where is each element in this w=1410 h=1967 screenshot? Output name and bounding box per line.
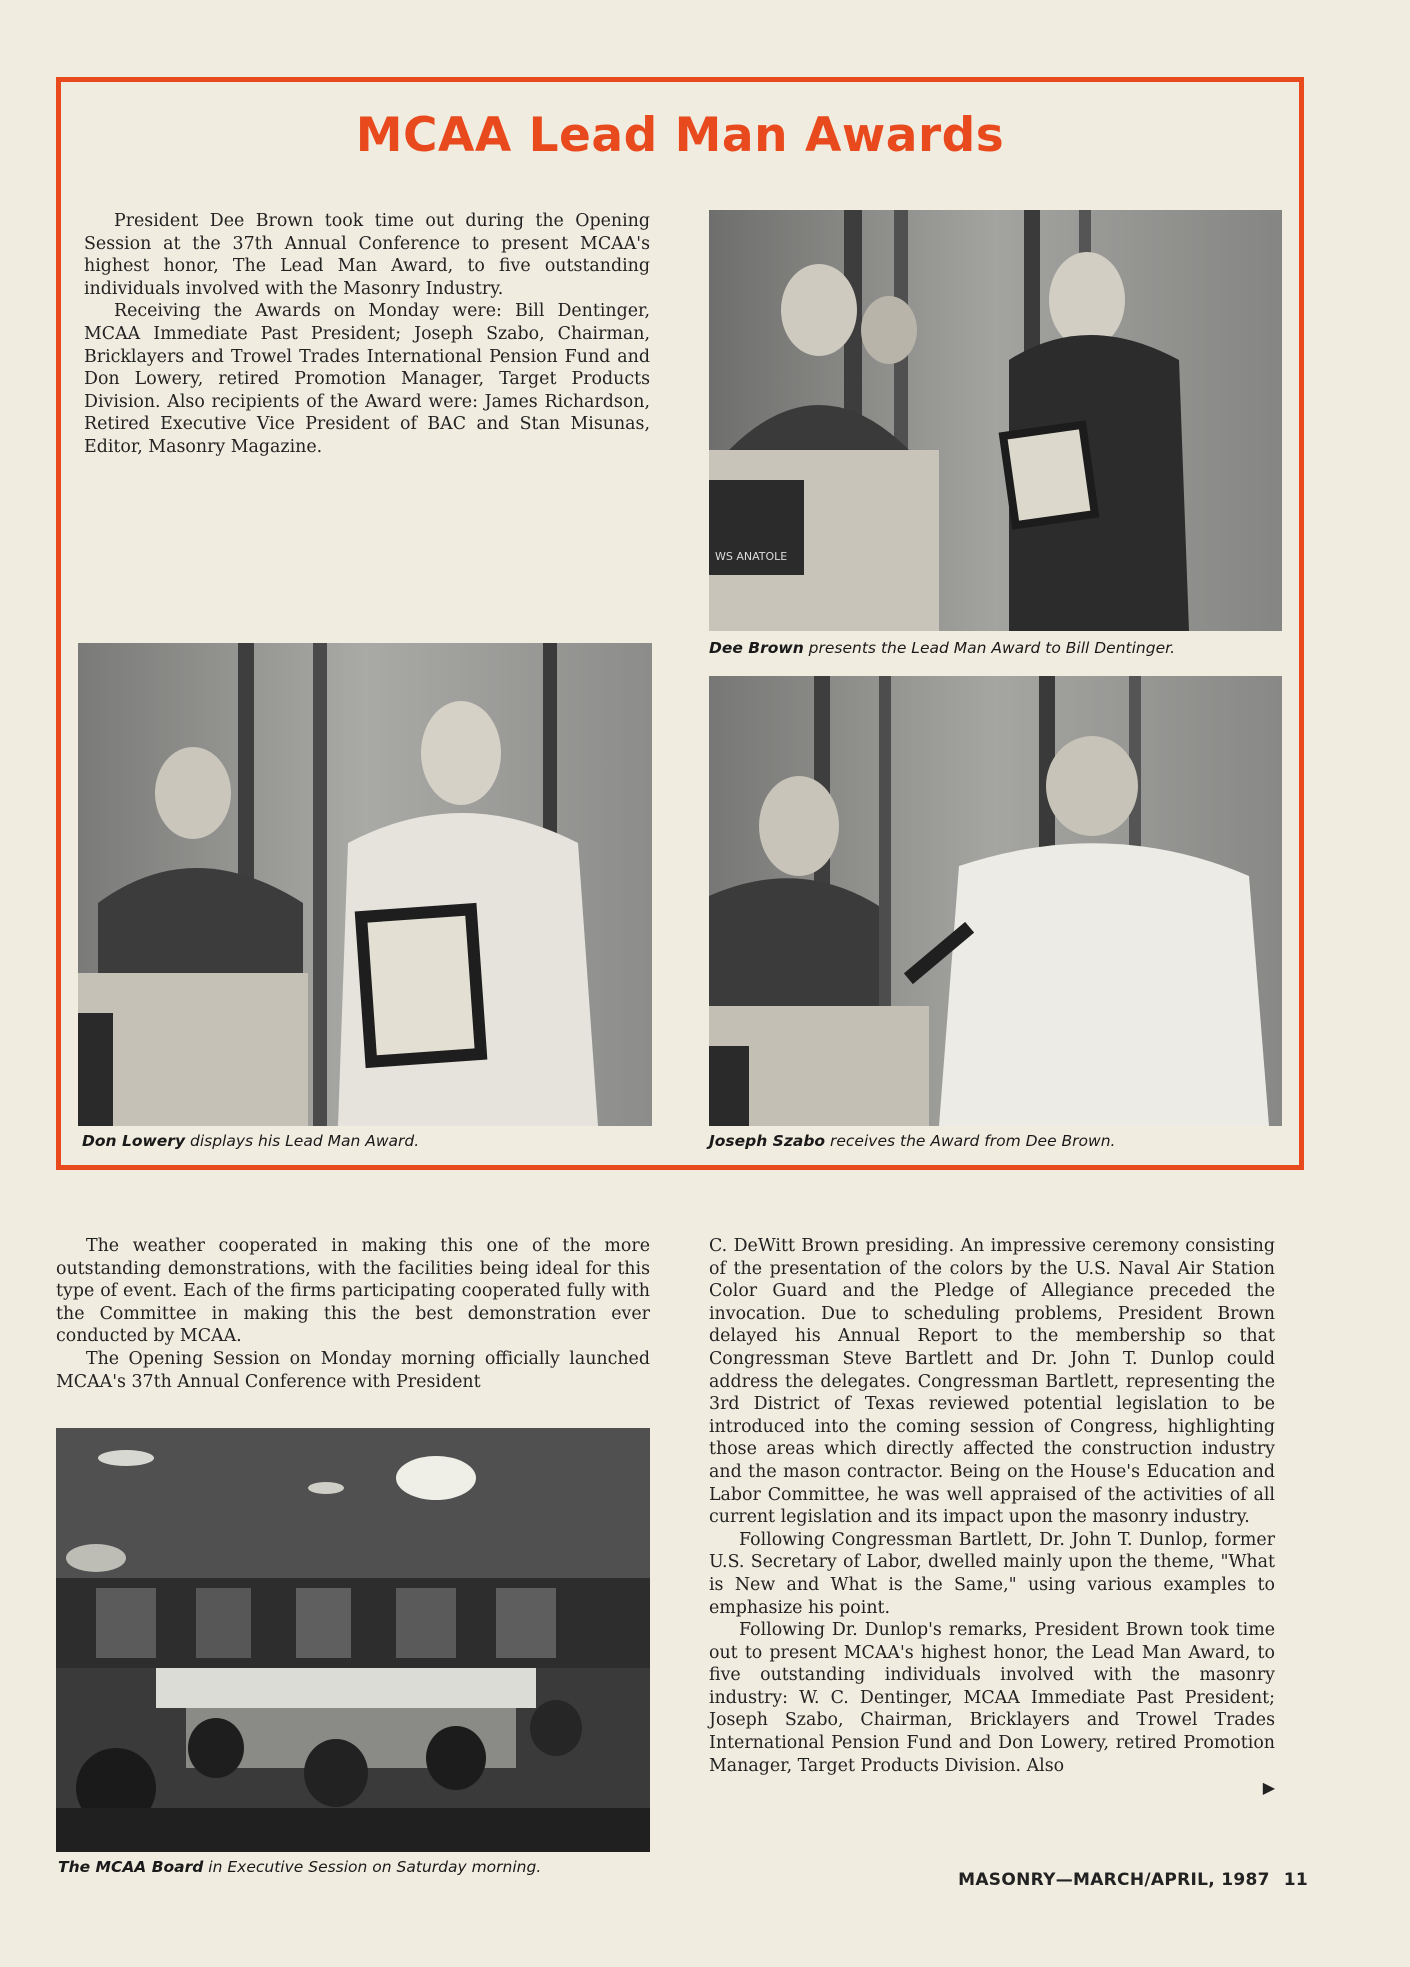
article-right-paragraph-3: Following Dr. Dunlop's remarks, President Brown took time out to present MCAA's highest honor, the Lead Man Award, to five outstanding individuals involved with the masonry industry: W. C. Dentinger, MCAA Immediate Past President; Joseph Szabo, Chairman, Bricklayers and Trowel Trades International Pension Fund and Don Lowery, retired Promotion Manager, Target Products Division. Also (709, 1620, 1275, 1776)
page-number: 11 (1283, 1870, 1308, 1890)
photo-mcaa-board (56, 1428, 650, 1852)
caption-joseph-szabo-name: Joseph Szabo (709, 1132, 826, 1150)
caption-don-lowery-name: Don Lowery (82, 1132, 186, 1150)
article-left-paragraph-1: The weather cooperated in making this one of the more outstanding demonstrations, with the facilities being ideal for this type of event. Each of the firms participating cooperated fully with the Committee in making this the best demonstration ever conducted by MCAA. (56, 1236, 650, 1347)
intro-text (84, 210, 650, 459)
article-right-paragraph-1: C. DeWitt Brown presiding. An impressive ceremony consisting of the presentation of the colors by the U.S. Naval Air Station Color Guard and the Pledge of Allegiance preceded the invocation. Due to scheduling problems, President Brown delayed his Annual Report to the membership so that Congressman Steve Bartlett and Dr. John T. Dunlop could address the delegates. Congressman Bartlett, representing the 3rd District of Texas reviewed potential legislation to be introduced into the coming session of Congress, highlighting those areas which directly affected the construction industry and the mason contractor. Being on the House's Education and Labor Committee, he was well appraised of the activities of all current legislation and its impact upon the masonry industry. (709, 1236, 1275, 1528)
article-right-column (709, 1235, 1275, 1800)
photo-joseph-szabo (709, 676, 1282, 1126)
article-left-column (56, 1235, 650, 1393)
caption-mcaa-board (58, 1858, 541, 1876)
caption-mcaa-board-name: The MCAA Board (58, 1858, 204, 1876)
page-title: MCAA Lead Man Awards (355, 108, 1005, 163)
caption-dee-brown-text: presents the Lead Man Award to Bill Dentinger. (803, 639, 1176, 657)
caption-mcaa-board-text: in Executive Session on Saturday morning. (203, 1858, 542, 1876)
podium-sign: WS ANATOLE (715, 550, 788, 563)
caption-dee-brown-name: Dee Brown (709, 639, 804, 657)
page-footer (958, 1870, 1308, 1890)
article-left-paragraph-2: The Opening Session on Monday morning officially launched MCAA's 37th Annual Conference with President (56, 1348, 650, 1392)
caption-joseph-szabo-text: receives the Award from Dee Brown. (825, 1132, 1116, 1150)
caption-dee-brown (709, 639, 1175, 657)
photo-don-lowery (78, 643, 652, 1126)
caption-don-lowery-text: displays his Lead Man Award. (185, 1132, 420, 1150)
footer-publication: MASONRY—MARCH/APRIL, 1987 (958, 1870, 1270, 1890)
intro-paragraph-2: Receiving the Awards on Monday were: Bill Dentinger, MCAA Immediate Past President; Joseph Szabo, Chairman, Bricklayers and Trowel Trades International Pension Fund and Don Lowery, retired Promotion Manager, Target Products Division. Also recipients of the Award were: James Richardson, Retired Executive Vice President of BAC and Stan Misunas, Editor, Masonry Magazine. (84, 301, 650, 457)
caption-joseph-szabo (709, 1132, 1115, 1150)
intro-paragraph-1: President Dee Brown took time out during the Opening Session at the 37th Annual Conference to present MCAA's highest honor, The Lead Man Award, to five outstanding individuals involved with the Masonry Industry. (84, 211, 650, 299)
continue-marker-wrap (709, 1777, 1275, 1800)
caption-don-lowery (82, 1132, 419, 1150)
article-right-paragraph-2: Following Congressman Bartlett, Dr. John T. Dunlop, former U.S. Secretary of Labor, dwelled mainly upon the theme, "What is New and What is the Same," using various examples to emphasize his point. (709, 1529, 1275, 1618)
photo-dee-brown-presents (709, 210, 1282, 631)
continue-arrow-icon: ▶ (1262, 1778, 1275, 1798)
